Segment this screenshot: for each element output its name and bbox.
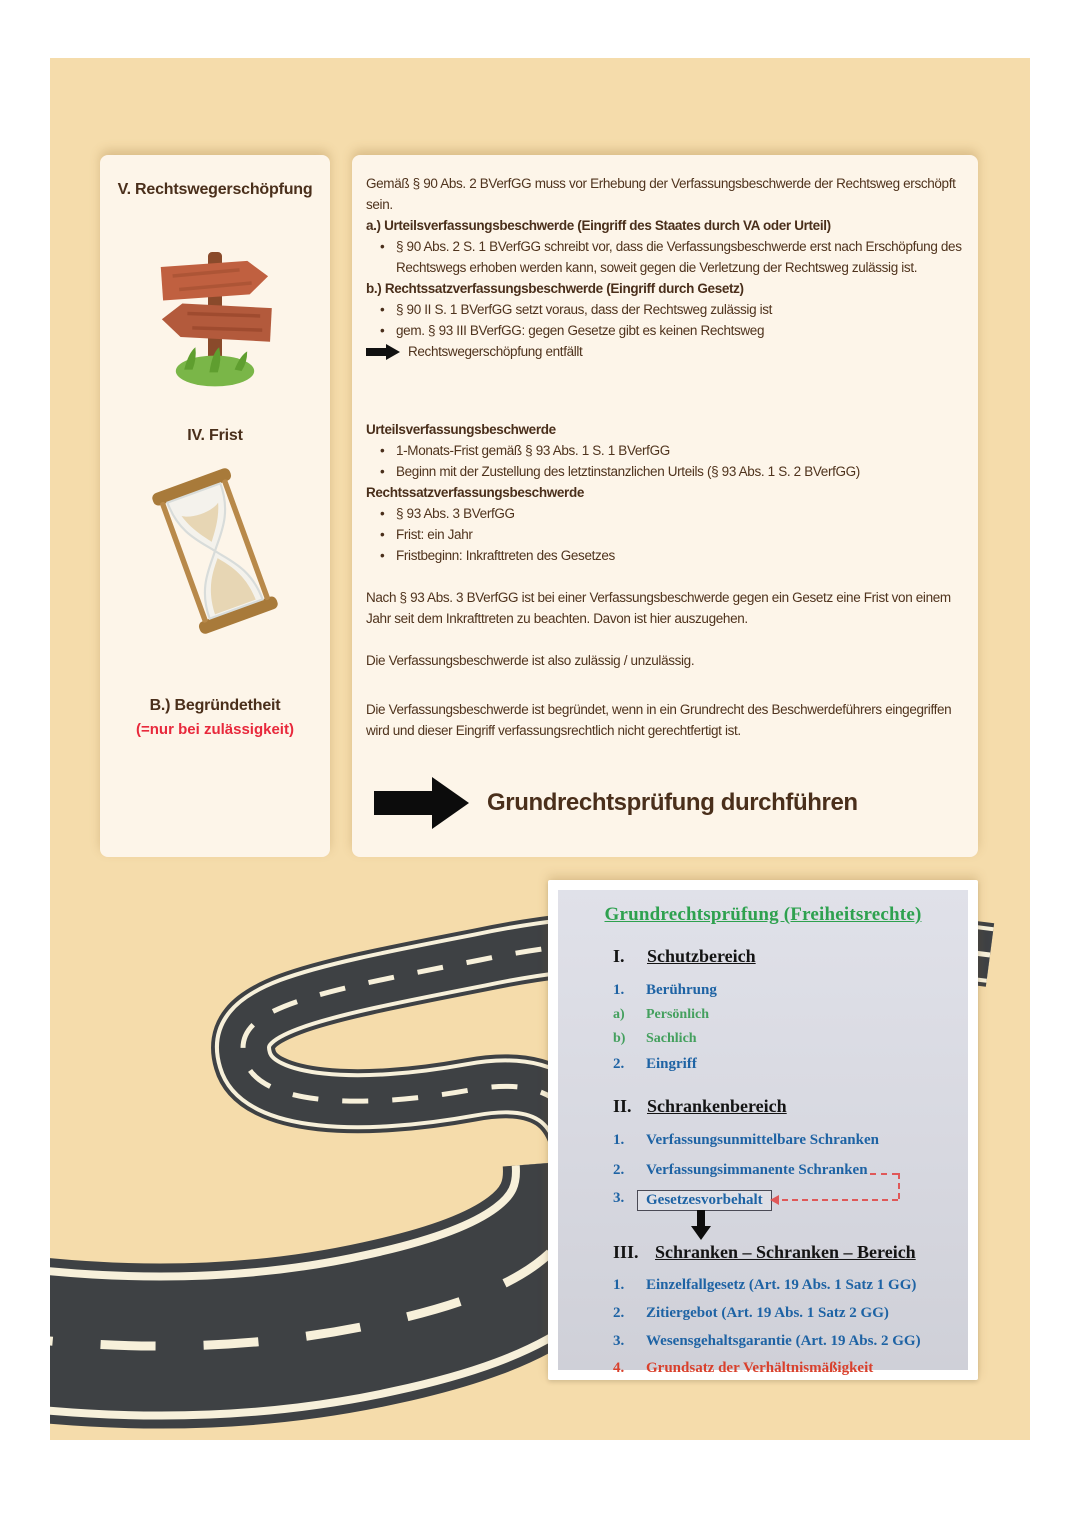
- row-marker: 2.: [613, 1305, 625, 1321]
- left-headings-panel: [100, 155, 330, 857]
- scheme-row: [613, 982, 717, 999]
- scheme-row: [613, 1333, 921, 1350]
- row-marker: 1.: [613, 1277, 625, 1293]
- row-marker: 3.: [613, 1333, 625, 1349]
- row-label-boxed: Gesetzesvorbehalt: [637, 1190, 772, 1211]
- section-label: Schutzbereich: [647, 946, 756, 966]
- row-label: Grundsatz der Verhältnismäßigkeit: [646, 1360, 874, 1376]
- merits-heading: B.) Begründetheit: [149, 697, 281, 714]
- exhaustion-heading: V. Rechtswegerschöpfung: [117, 181, 313, 198]
- signpost-icon: [131, 223, 299, 393]
- list-item: • 1-Monats-Frist gemäß § 93 Abs. 1 S. 1 BVerfGG: [366, 440, 966, 461]
- exhaustion-b-list: [366, 299, 966, 341]
- deadline-heading: IV. Frist: [187, 427, 243, 444]
- list-item: • gem. § 93 III BVerfGG: gegen Gesetze gibt es keinen Rechtsweg: [366, 320, 966, 341]
- hourglass-icon: [123, 444, 307, 658]
- action-text: Grundrechtsprüfung durchführen: [487, 789, 858, 816]
- legal-text-panel: [352, 155, 978, 857]
- exhaustion-a-list: [366, 236, 966, 278]
- row-marker: 2.: [613, 1056, 625, 1072]
- list-item: • § 93 Abs. 3 BVerfGG: [366, 503, 966, 524]
- row-label: Zitiergebot (Art. 19 Abs. 1 Satz 2 GG): [646, 1305, 889, 1321]
- dashed-connector: [898, 1173, 900, 1199]
- row-label: Verfassungsunmittelbare Schranken: [646, 1132, 879, 1148]
- exhaustion-a-heading: a.) Urteilsverfassungsbeschwerde (Eingriff des Staates durch VA oder Urteil): [366, 218, 831, 233]
- scheme-row: [613, 1277, 916, 1294]
- deadline-section: [366, 419, 966, 671]
- list-item: • Beginn mit der Zustellung des letztinstanzlichen Urteils (§ 93 Abs. 1 S. 2 BVerfGG): [366, 461, 966, 482]
- scheme-row-gesetzesvorbehalt: [613, 1190, 772, 1211]
- action-callout: [374, 777, 858, 829]
- scheme-row: [613, 1360, 873, 1377]
- dashed-connector-arrowhead: [770, 1195, 779, 1205]
- scheme-section-II: [613, 1096, 787, 1117]
- exhaustion-arrow-note: Rechtswegerschöpfung entfällt: [408, 344, 583, 359]
- roman-numeral: III.: [613, 1242, 639, 1262]
- list-item: • § 90 Abs. 2 S. 1 BVerfGG schreibt vor, dass die Verfassungsbeschwerde erst nach Erschöpfung des Rechtswegs erhoben werden kann, soweit gegen die Verletzung der Rechtsweg zulässig ist.: [366, 236, 966, 278]
- row-label: Verfassungsimmanente Schranken: [646, 1162, 868, 1178]
- scheme-row: [613, 1007, 709, 1023]
- scheme-title: Grundrechtsprüfung (Freiheitsrechte): [604, 904, 922, 925]
- exhaustion-section: [366, 173, 966, 362]
- grundrechtspruefung-scheme-panel: [548, 880, 978, 1380]
- row-label: Einzelfallgesetz (Art. 19 Abs. 1 Satz 1 GG): [646, 1277, 917, 1293]
- list-item: • Frist: ein Jahr: [366, 524, 966, 545]
- scheme-photo: [558, 890, 968, 1376]
- exhaustion-b-heading: b.) Rechtssatzverfassungsbeschwerde (Eingriff durch Gesetz): [366, 281, 744, 296]
- dashed-connector: [782, 1199, 898, 1201]
- arrow-right-icon: [366, 344, 400, 360]
- deadline-rechtssatz-heading: Rechtssatzverfassungsbeschwerde: [366, 485, 584, 500]
- scheme-row: [613, 1031, 697, 1047]
- deadline-urteils-list: [366, 440, 966, 482]
- scheme-section-III: [613, 1242, 916, 1263]
- admissibility-conclusion: Die Verfassungsbeschwerde ist also zulässig / unzulässig.: [366, 653, 695, 668]
- section-label: Schrankenbereich: [647, 1096, 787, 1116]
- row-marker: 3.: [613, 1190, 625, 1206]
- merits-section: [366, 699, 966, 741]
- deadline-urteils-heading: Urteilsverfassungsbeschwerde: [366, 422, 556, 437]
- list-item: • Fristbeginn: Inkrafttreten des Gesetzes: [366, 545, 966, 566]
- section-label: Schranken – Schranken – Bereich: [655, 1242, 916, 1262]
- row-label: Persönlich: [646, 1007, 709, 1022]
- list-item: • § 90 II S. 1 BVerfGG setzt voraus, dass der Rechtsweg zulässig ist: [366, 299, 966, 320]
- deadline-paragraph: Nach § 93 Abs. 3 BVerfGG ist bei einer Verfassungsbeschwerde gegen ein Gesetz eine Frist von einem Jahr seit dem Inkrafttreten zu beachten. Davon ist hier auszugehen.: [366, 590, 951, 626]
- scheme-section-I: [613, 946, 756, 967]
- down-arrow-icon: [691, 1210, 711, 1240]
- roman-numeral: II.: [613, 1096, 632, 1116]
- row-marker: 1.: [613, 1132, 625, 1148]
- row-label: Sachlich: [646, 1031, 697, 1046]
- big-arrow-right-icon: [374, 777, 469, 829]
- row-marker: 1.: [613, 982, 625, 998]
- deadline-rechtssatz-list: [366, 503, 966, 566]
- row-marker: a): [613, 1007, 625, 1022]
- row-marker: 2.: [613, 1162, 625, 1178]
- exhaustion-intro: Gemäß § 90 Abs. 2 BVerfGG muss vor Erhebung der Verfassungsbeschwerde der Rechtsweg erschöpft sein.: [366, 176, 956, 212]
- row-label: Berührung: [646, 982, 717, 998]
- row-label: Wesensgehaltsgarantie (Art. 19 Abs. 2 GG): [646, 1333, 921, 1349]
- roman-numeral: I.: [613, 946, 625, 966]
- merits-subheading: (=nur bei zulässigkeit): [136, 721, 294, 738]
- scheme-row: [613, 1132, 879, 1149]
- scheme-row: [613, 1305, 889, 1322]
- row-marker: b): [613, 1031, 626, 1046]
- row-label: Eingriff: [646, 1056, 697, 1072]
- scheme-row: [613, 1162, 868, 1179]
- dashed-connector: [870, 1173, 898, 1175]
- scheme-row: [613, 1056, 697, 1073]
- merits-paragraph: Die Verfassungsbeschwerde ist begründet, wenn in ein Grundrecht des Beschwerdeführers eingegriffen wird und dieser Eingriff verfassungsrechtlich nicht gerechtfertigt ist.: [366, 702, 952, 738]
- row-marker: 4.: [613, 1360, 625, 1376]
